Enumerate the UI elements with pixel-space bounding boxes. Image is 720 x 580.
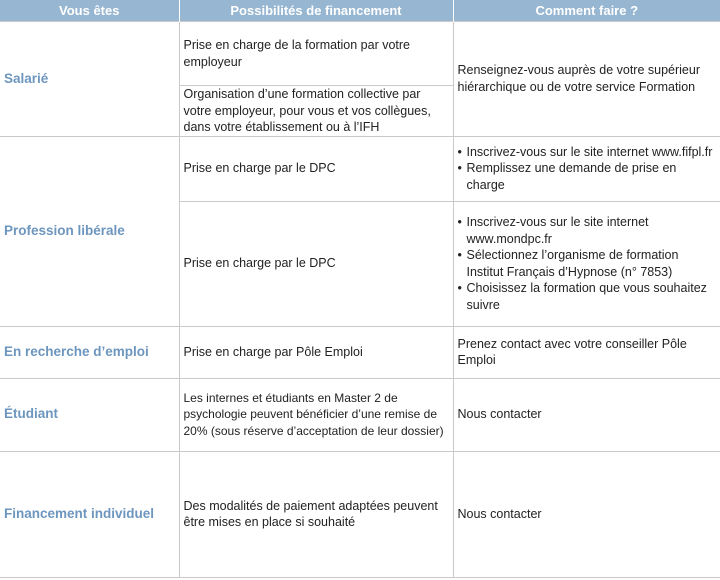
- option-cell: Prise en charge par Pôle Emploi: [179, 326, 453, 378]
- option-cell: Prise en charge par le DPC: [179, 136, 453, 201]
- how-cell: Nous contacter: [453, 378, 720, 451]
- bullet-list: [458, 144, 717, 194]
- option-cell: Les internes et étudiants en Master 2 de psychologie peuvent bénéficier d’une remise de 20% (sous réserve d’acceptation de leur dossier): [179, 378, 453, 451]
- how-cell: [453, 136, 720, 201]
- list-item: • Sélectionnez l’organisme de formation Institut Français d’Hypnose (n° 7853): [458, 247, 717, 280]
- how-cell: Renseignez-vous auprès de votre supérieur hiérarchique ou de votre service Formation: [453, 22, 720, 137]
- table-row: [0, 326, 720, 378]
- table-row: [0, 22, 720, 86]
- category-financement-individuel: Financement individuel: [0, 451, 179, 577]
- option-cell: Organisation d’une formation collective par votre employeur, pour vous et vos collègues, dans votre établissement ou à l’IFH: [179, 86, 453, 137]
- category-etudiant: Étudiant: [0, 378, 179, 451]
- header-row: [0, 0, 720, 22]
- header-comment-faire: Comment faire ?: [453, 0, 720, 22]
- table-row: [0, 451, 720, 577]
- table-row: [0, 136, 720, 201]
- header-vous-etes: Vous êtes: [0, 0, 179, 22]
- how-cell: Prenez contact avec votre conseiller Pôle Emploi: [453, 326, 720, 378]
- category-salarie: Salarié: [0, 22, 179, 137]
- option-cell: Des modalités de paiement adaptées peuvent être mises en place si souhaité: [179, 451, 453, 577]
- list-item: • Choisissez la formation que vous souhaitez suivre: [458, 280, 717, 313]
- header-possibilites: Possibilités de financement: [179, 0, 453, 22]
- option-cell: Prise en charge de la formation par votre employeur: [179, 22, 453, 86]
- bullet-list: [458, 214, 717, 313]
- category-profession-liberale: Profession libérale: [0, 136, 179, 326]
- how-cell: Nous contacter: [453, 451, 720, 577]
- how-cell: [453, 201, 720, 326]
- category-recherche-emploi: En recherche d’emploi: [0, 326, 179, 378]
- table-row: [0, 378, 720, 451]
- list-item: • Inscrivez-vous sur le site internet www.mondpc.fr: [458, 214, 717, 247]
- list-item: • Inscrivez-vous sur le site internet www.fifpl.fr: [458, 144, 717, 161]
- list-item: • Remplissez une demande de prise en charge: [458, 160, 717, 193]
- option-cell: Prise en charge par le DPC: [179, 201, 453, 326]
